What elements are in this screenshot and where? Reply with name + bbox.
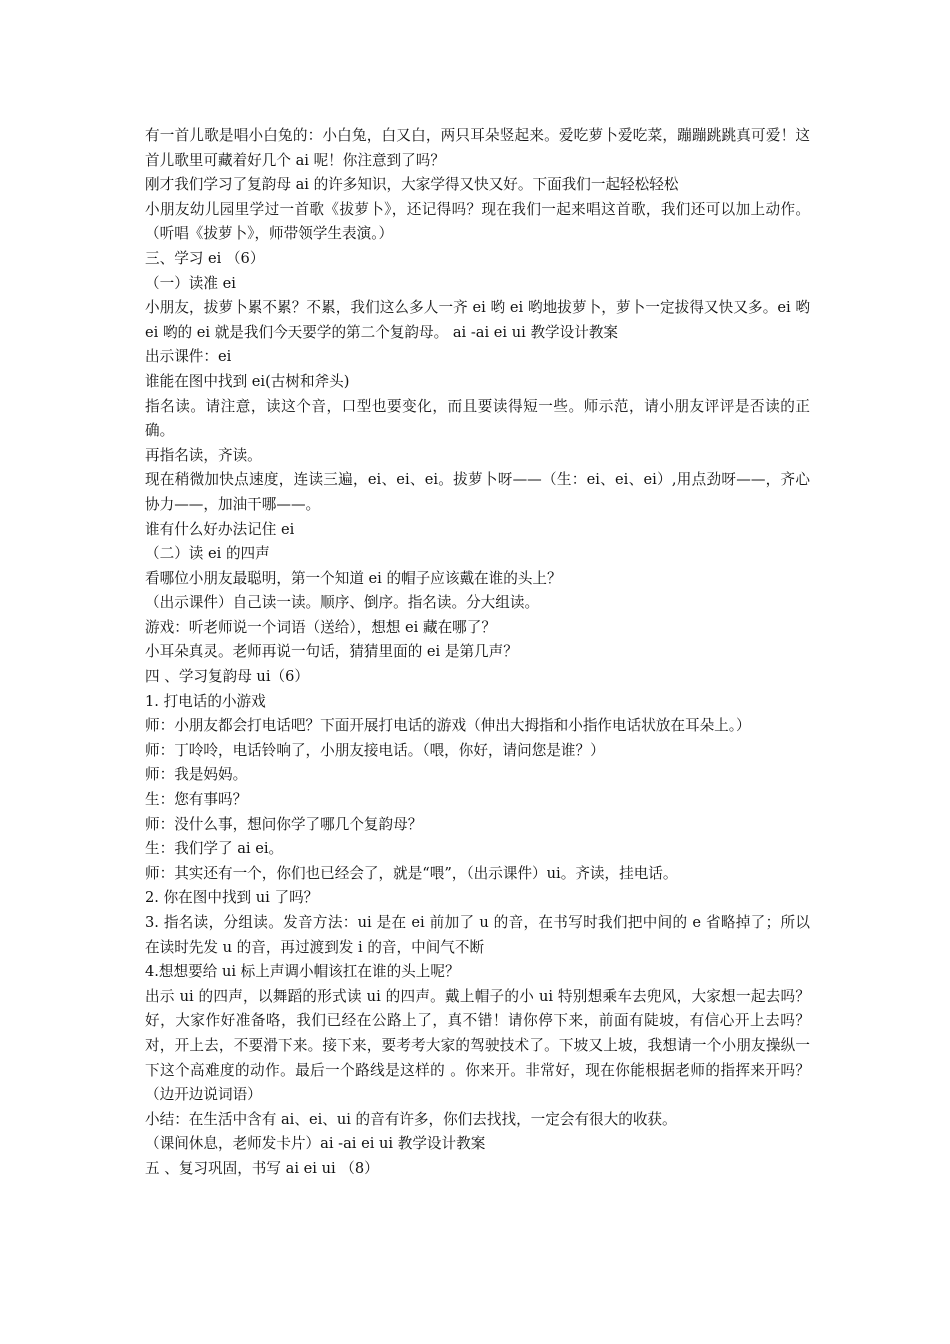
paragraph-14: 小耳朵真灵。老师再说一句话，猜猜里面的 ei 是第几声？ bbox=[145, 643, 518, 661]
paragraph-5: 出示课件：ei bbox=[145, 348, 232, 366]
document-body bbox=[145, 124, 810, 1182]
subsection-heading-1: （一）读准 ei bbox=[145, 274, 236, 292]
paragraph-4: 小朋友，拔萝卜累不累？不累，我们这么多人一齐 ei 哟 ei 哟地拔萝卜，萝卜一定拔得又快又多。ei 哟 ei 哟的 ei 就是我们今天要学的第二个复韵母。 ai -ai ei ui 教学设计教案 bbox=[145, 299, 810, 341]
dialogue-line: 师：没什么事，想问你学了哪几个复韵母？ bbox=[145, 815, 423, 833]
list-item-1: 1. 打电话的小游戏 bbox=[145, 692, 266, 710]
paragraph-8: 再指名读，齐读。 bbox=[145, 446, 262, 464]
paragraph-12: （出示课件）自己读一读。顺序、倒序。指名读。分大组读。 bbox=[145, 594, 540, 612]
paragraph-13: 游戏：听老师说一个词语（送给），想想 ei 藏在哪了？ bbox=[145, 618, 496, 636]
section-heading-5: 五 、复习巩固，书写 ai ei ui （8） bbox=[145, 1159, 379, 1177]
section-heading-4: 四 、学习复韵母 ui（6） bbox=[145, 668, 309, 686]
list-item-4: 4.想想要给 ui 标上声调小帽该扛在谁的头上呢？ bbox=[145, 963, 460, 981]
paragraph-6: 谁能在图中找到 ei(古树和斧头) bbox=[145, 372, 350, 390]
dialogue-line: 生：我们学了 ai ei。 bbox=[145, 840, 284, 858]
dialogue-line: 生：您有事吗？ bbox=[145, 791, 248, 809]
paragraph-1: 有一首儿歌是唱小白兔的：小白兔，白又白，两只耳朵竖起来。爱吃萝卜爱吃菜，蹦蹦跳跳真可爱！这首儿歌里可藏着好几个 ai 呢！你注意到了吗？ bbox=[145, 127, 810, 169]
paragraph-16: （课间休息，老师发卡片）ai -ai ei ui 教学设计教案 bbox=[145, 1135, 486, 1153]
summary-paragraph: 小结：在生活中含有 ai、ei、ui 的音有许多，你们去找找，一定会有很大的收获。 bbox=[145, 1110, 677, 1128]
paragraph-2: 刚才我们学习了复韵母 ai 的许多知识，大家学得又快又好。下面我们一起轻松轻松 bbox=[145, 176, 679, 194]
paragraph-11: 看哪位小朋友最聪明，第一个知道 ei 的帽子应该戴在谁的头上？ bbox=[145, 569, 562, 587]
paragraph-9: 现在稍微加快点速度，连读三遍，ei、ei、ei。拔萝卜呀——（生：ei、ei、ei）,用点劲呀——，齐心协力——，加油干哪——。 bbox=[145, 471, 810, 513]
dialogue-line: 师：我是妈妈。 bbox=[145, 766, 248, 784]
paragraph-3: 小朋友幼儿园里学过一首歌《拔萝卜》，还记得吗？现在我们一起来唱这首歌，我们还可以加上动作。（听唱《拔萝卜》，师带领学生表演。） bbox=[145, 200, 810, 243]
paragraph-10: 谁有什么好办法记住 ei bbox=[145, 520, 295, 538]
subsection-heading-2: （二）读 ei 的四声 bbox=[145, 545, 270, 563]
dialogue-line: 师：丁呤呤，电话铃响了，小朋友接电话。（喂，你好，请问您是谁？） bbox=[145, 741, 605, 759]
section-heading-3: 三、学习 ei （6） bbox=[145, 249, 265, 267]
list-item-3: 3. 指名读，分组读。发音方法：ui 是在 ei 前加了 u 的音，在书写时我们把中间的 e 省略掉了；所以在读时先发 u 的音，再过渡到发 i 的音，中间气不断 bbox=[145, 914, 810, 956]
dialogue-line: 师：小朋友都会打电话吧？下面开展打电话的游戏（伸出大拇指和小指作电话状放在耳朵上。） bbox=[145, 717, 751, 735]
list-item-2: 2. 你在图中找到 ui 了吗？ bbox=[145, 889, 319, 907]
dialogue-line: 师：其实还有一个，你们也已经会了，就是“喂”，（出示课件）ui。齐读，挂电话。 bbox=[145, 864, 678, 882]
paragraph-7: 指名读。请注意，读这个音，口型也要变化，而且要读得短一些。师示范，请小朋友评评是否读的正确。 bbox=[145, 397, 810, 440]
paragraph-15: 出示 ui 的四声，以舞蹈的形式读 ui 的四声。戴上帽子的小 ui 特别想乘车去兜风，大家想一起去吗？好，大家作好准备咯，我们已经在公路上了，真不错！请你停下来，前面有陡坡，有信心开上去吗？ 对，开上去，不要滑下来。接下来，要考考大家的驾驶技术了。下坡又上坡，我想请一个小朋友操纵一下这个高难度的动作。最后一个路线是这样的 。你来开。非常好，现在你能根据老师的指挥来开吗？（边开边说词语） bbox=[145, 987, 810, 1104]
